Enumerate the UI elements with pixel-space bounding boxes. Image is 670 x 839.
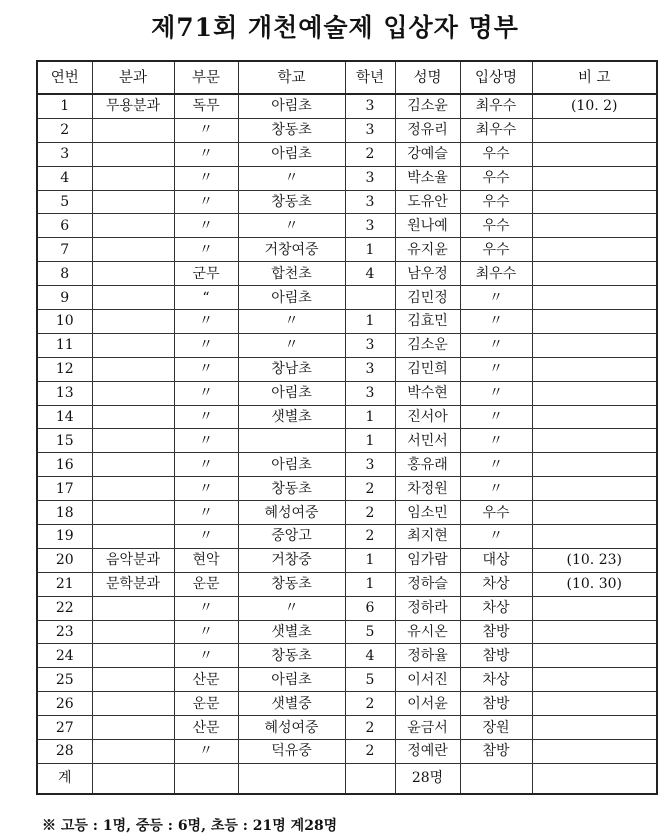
table-row <box>37 333 657 357</box>
cell-category: 〃 <box>174 429 238 453</box>
cell-school: 아림초 <box>238 668 345 692</box>
header-award: 입상명 <box>460 61 532 94</box>
cell-category: 〃 <box>174 405 238 429</box>
page-title: 제71회 개천예술제 입상자 명부 <box>151 13 519 42</box>
cell-division <box>92 453 174 477</box>
cell-award: 최우수 <box>460 94 532 118</box>
header-category: 부문 <box>174 61 238 94</box>
cell-grade: 3 <box>345 381 395 405</box>
cell-remarks <box>532 668 657 692</box>
cell-number: 23 <box>37 620 92 644</box>
cell-award: 우수 <box>460 142 532 166</box>
cell-category: 군무 <box>174 262 238 286</box>
cell-number: 14 <box>37 405 92 429</box>
cell-school <box>238 429 345 453</box>
table-header-row <box>37 61 657 94</box>
cell-grade: 2 <box>345 740 395 764</box>
cell-division <box>92 262 174 286</box>
cell-name: 홍유래 <box>395 453 460 477</box>
table-body <box>37 94 657 763</box>
cell-grade: 6 <box>345 596 395 620</box>
cell-remarks <box>532 381 657 405</box>
cell-category: 〃 <box>174 525 238 549</box>
cell-category: 현악 <box>174 548 238 572</box>
cell-school: 창동초 <box>238 572 345 596</box>
total-label: 계 <box>37 763 92 794</box>
cell-remarks <box>532 596 657 620</box>
cell-number: 9 <box>37 286 92 310</box>
cell-remarks <box>532 453 657 477</box>
table-row <box>37 142 657 166</box>
table-row <box>37 357 657 381</box>
cell-number: 20 <box>37 548 92 572</box>
cell-category: 〃 <box>174 118 238 142</box>
cell-name: 김소운 <box>395 333 460 357</box>
cell-division <box>92 381 174 405</box>
total-empty-cell <box>174 763 238 794</box>
cell-remarks <box>532 262 657 286</box>
cell-remarks: (10. 23) <box>532 548 657 572</box>
cell-award: 〃 <box>460 477 532 501</box>
cell-category: “ <box>174 286 238 310</box>
total-empty-cell <box>92 763 174 794</box>
table-row <box>37 620 657 644</box>
cell-name: 박수현 <box>395 381 460 405</box>
table-row <box>37 429 657 453</box>
cell-award: 〃 <box>460 453 532 477</box>
table-row <box>37 405 657 429</box>
cell-grade: 2 <box>345 477 395 501</box>
cell-school: 〃 <box>238 214 345 238</box>
cell-division <box>92 596 174 620</box>
table-row <box>37 477 657 501</box>
cell-name: 원나예 <box>395 214 460 238</box>
cell-remarks <box>532 190 657 214</box>
cell-category: 〃 <box>174 166 238 190</box>
cell-number: 17 <box>37 477 92 501</box>
cell-school: 창동초 <box>238 644 345 668</box>
cell-name: 김효민 <box>395 310 460 334</box>
cell-school: 아림초 <box>238 94 345 118</box>
cell-division <box>92 166 174 190</box>
cell-remarks <box>532 525 657 549</box>
cell-grade: 2 <box>345 692 395 716</box>
header-number: 연번 <box>37 61 92 94</box>
header-name: 성명 <box>395 61 460 94</box>
cell-number: 7 <box>37 238 92 262</box>
cell-award: 대상 <box>460 548 532 572</box>
cell-category: 〃 <box>174 620 238 644</box>
table-row <box>37 548 657 572</box>
cell-remarks <box>532 286 657 310</box>
cell-name: 김민희 <box>395 357 460 381</box>
cell-number: 3 <box>37 142 92 166</box>
cell-award: 〃 <box>460 429 532 453</box>
cell-grade: 4 <box>345 262 395 286</box>
table-row <box>37 596 657 620</box>
cell-award: 우수 <box>460 501 532 525</box>
cell-award: 차상 <box>460 596 532 620</box>
cell-category: 〃 <box>174 333 238 357</box>
cell-school: 아림초 <box>238 286 345 310</box>
cell-category: 운문 <box>174 692 238 716</box>
cell-number: 1 <box>37 94 92 118</box>
cell-category: 〃 <box>174 477 238 501</box>
cell-school: 아림초 <box>238 453 345 477</box>
cell-name: 정예란 <box>395 740 460 764</box>
cell-grade: 3 <box>345 357 395 381</box>
cell-category: 〃 <box>174 142 238 166</box>
cell-grade: 3 <box>345 214 395 238</box>
cell-number: 15 <box>37 429 92 453</box>
cell-division <box>92 190 174 214</box>
cell-award: 〃 <box>460 357 532 381</box>
cell-award: 장원 <box>460 716 532 740</box>
cell-name: 차정원 <box>395 477 460 501</box>
cell-name: 정하슬 <box>395 572 460 596</box>
cell-number: 16 <box>37 453 92 477</box>
cell-category: 〃 <box>174 453 238 477</box>
cell-remarks <box>532 333 657 357</box>
cell-number: 24 <box>37 644 92 668</box>
cell-name: 진서아 <box>395 405 460 429</box>
cell-school: 샛별초 <box>238 405 345 429</box>
cell-award: 우수 <box>460 190 532 214</box>
summary-footnote: ※ 고등 : 1명, 중등 : 6명, 초등 : 21명 계28명 <box>42 818 338 834</box>
cell-name: 김소윤 <box>395 94 460 118</box>
cell-award: 최우수 <box>460 262 532 286</box>
total-empty-cell <box>238 763 345 794</box>
cell-grade: 1 <box>345 429 395 453</box>
cell-award: 차상 <box>460 668 532 692</box>
cell-remarks <box>532 238 657 262</box>
table-row <box>37 310 657 334</box>
cell-grade: 1 <box>345 310 395 334</box>
cell-division <box>92 525 174 549</box>
cell-award: 우수 <box>460 214 532 238</box>
cell-division <box>92 716 174 740</box>
cell-number: 27 <box>37 716 92 740</box>
cell-school: 샛별중 <box>238 692 345 716</box>
cell-school: 창남초 <box>238 357 345 381</box>
cell-school: 창동초 <box>238 118 345 142</box>
cell-division <box>92 333 174 357</box>
cell-number: 13 <box>37 381 92 405</box>
cell-grade: 3 <box>345 453 395 477</box>
table-row <box>37 262 657 286</box>
cell-award: 〃 <box>460 381 532 405</box>
total-row <box>37 763 657 794</box>
cell-number: 12 <box>37 357 92 381</box>
cell-remarks <box>532 644 657 668</box>
cell-grade: 3 <box>345 190 395 214</box>
cell-category: 〃 <box>174 214 238 238</box>
cell-division <box>92 501 174 525</box>
cell-grade: 1 <box>345 238 395 262</box>
table-row <box>37 644 657 668</box>
cell-division <box>92 668 174 692</box>
cell-name: 이서진 <box>395 668 460 692</box>
cell-school: 〃 <box>238 596 345 620</box>
cell-school: 합천초 <box>238 262 345 286</box>
cell-grade: 2 <box>345 501 395 525</box>
cell-name: 유지윤 <box>395 238 460 262</box>
cell-division <box>92 405 174 429</box>
cell-name: 남우정 <box>395 262 460 286</box>
cell-number: 22 <box>37 596 92 620</box>
cell-division <box>92 238 174 262</box>
table-row <box>37 668 657 692</box>
cell-name: 정하율 <box>395 644 460 668</box>
table-row <box>37 453 657 477</box>
cell-division <box>92 310 174 334</box>
cell-number: 5 <box>37 190 92 214</box>
cell-name: 서민서 <box>395 429 460 453</box>
cell-number: 26 <box>37 692 92 716</box>
cell-division <box>92 357 174 381</box>
cell-school: 창동초 <box>238 190 345 214</box>
cell-category: 〃 <box>174 740 238 764</box>
cell-category: 〃 <box>174 190 238 214</box>
table-row <box>37 286 657 310</box>
cell-number: 11 <box>37 333 92 357</box>
cell-remarks <box>532 429 657 453</box>
award-roster-table <box>36 60 658 795</box>
table-row <box>37 740 657 764</box>
cell-school: 거창중 <box>238 548 345 572</box>
cell-school: 중앙고 <box>238 525 345 549</box>
cell-division <box>92 429 174 453</box>
cell-remarks <box>532 620 657 644</box>
cell-division <box>92 740 174 764</box>
cell-remarks <box>532 118 657 142</box>
table-row <box>37 692 657 716</box>
cell-category: 〃 <box>174 501 238 525</box>
table-row <box>37 214 657 238</box>
cell-category: 운문 <box>174 572 238 596</box>
header-division: 분과 <box>92 61 174 94</box>
cell-category: 〃 <box>174 596 238 620</box>
cell-name: 임가람 <box>395 548 460 572</box>
cell-division <box>92 214 174 238</box>
table-row <box>37 381 657 405</box>
cell-remarks <box>532 740 657 764</box>
cell-category: 산문 <box>174 668 238 692</box>
cell-remarks <box>532 310 657 334</box>
cell-category: 〃 <box>174 357 238 381</box>
cell-school: 혜성여중 <box>238 501 345 525</box>
cell-number: 19 <box>37 525 92 549</box>
cell-division: 문학분과 <box>92 572 174 596</box>
cell-grade: 5 <box>345 668 395 692</box>
cell-remarks <box>532 692 657 716</box>
header-grade: 학년 <box>345 61 395 94</box>
cell-grade: 5 <box>345 620 395 644</box>
cell-number: 8 <box>37 262 92 286</box>
cell-grade: 2 <box>345 525 395 549</box>
cell-name: 윤금서 <box>395 716 460 740</box>
cell-remarks <box>532 142 657 166</box>
cell-award: 차상 <box>460 572 532 596</box>
cell-category: 〃 <box>174 381 238 405</box>
cell-division <box>92 286 174 310</box>
cell-remarks <box>532 716 657 740</box>
cell-name: 정유리 <box>395 118 460 142</box>
cell-school: 창동초 <box>238 477 345 501</box>
cell-number: 18 <box>37 501 92 525</box>
table-row <box>37 190 657 214</box>
table-row <box>37 166 657 190</box>
cell-name: 정하라 <box>395 596 460 620</box>
cell-remarks <box>532 214 657 238</box>
cell-division <box>92 620 174 644</box>
cell-number: 2 <box>37 118 92 142</box>
cell-remarks <box>532 357 657 381</box>
cell-school: 아림초 <box>238 381 345 405</box>
cell-school: 〃 <box>238 166 345 190</box>
cell-grade: 3 <box>345 118 395 142</box>
cell-division <box>92 118 174 142</box>
cell-school: 〃 <box>238 310 345 334</box>
cell-number: 28 <box>37 740 92 764</box>
cell-remarks: (10. 30) <box>532 572 657 596</box>
cell-name: 이서윤 <box>395 692 460 716</box>
cell-name: 도유안 <box>395 190 460 214</box>
cell-grade: 3 <box>345 333 395 357</box>
cell-number: 10 <box>37 310 92 334</box>
cell-award: 〃 <box>460 405 532 429</box>
table-row <box>37 94 657 118</box>
cell-division: 음악분과 <box>92 548 174 572</box>
cell-category: 〃 <box>174 238 238 262</box>
cell-number: 25 <box>37 668 92 692</box>
cell-school: 아림초 <box>238 142 345 166</box>
cell-name: 임소민 <box>395 501 460 525</box>
cell-award: 최우수 <box>460 118 532 142</box>
total-empty-cell <box>460 763 532 794</box>
cell-award: 〃 <box>460 286 532 310</box>
cell-name: 최지현 <box>395 525 460 549</box>
cell-remarks <box>532 501 657 525</box>
cell-grade: 1 <box>345 405 395 429</box>
table-row <box>37 118 657 142</box>
cell-division <box>92 692 174 716</box>
cell-award: 〃 <box>460 310 532 334</box>
table-row <box>37 716 657 740</box>
cell-remarks <box>532 166 657 190</box>
cell-grade: 4 <box>345 644 395 668</box>
cell-number: 21 <box>37 572 92 596</box>
cell-name: 김민정 <box>395 286 460 310</box>
cell-award: 〃 <box>460 333 532 357</box>
table-row <box>37 572 657 596</box>
cell-award: 참방 <box>460 620 532 644</box>
cell-grade: 2 <box>345 142 395 166</box>
cell-division <box>92 142 174 166</box>
cell-division <box>92 644 174 668</box>
cell-grade: 2 <box>345 716 395 740</box>
total-count: 28명 <box>395 763 460 794</box>
cell-name: 강예슬 <box>395 142 460 166</box>
table-row <box>37 501 657 525</box>
cell-school: 혜성여중 <box>238 716 345 740</box>
cell-name: 박소율 <box>395 166 460 190</box>
total-empty-cell <box>532 763 657 794</box>
cell-number: 6 <box>37 214 92 238</box>
header-remarks: 비 고 <box>532 61 657 94</box>
cell-category: 〃 <box>174 310 238 334</box>
cell-grade <box>345 286 395 310</box>
cell-division: 무용분과 <box>92 94 174 118</box>
cell-category: 〃 <box>174 644 238 668</box>
cell-category: 독무 <box>174 94 238 118</box>
cell-award: 〃 <box>460 525 532 549</box>
cell-grade: 3 <box>345 94 395 118</box>
cell-award: 우수 <box>460 166 532 190</box>
cell-award: 참방 <box>460 692 532 716</box>
cell-school: 〃 <box>238 333 345 357</box>
cell-award: 우수 <box>460 238 532 262</box>
cell-category: 산문 <box>174 716 238 740</box>
cell-school: 거창여중 <box>238 238 345 262</box>
total-empty-cell <box>345 763 395 794</box>
cell-grade: 3 <box>345 166 395 190</box>
header-school: 학교 <box>238 61 345 94</box>
cell-remarks <box>532 477 657 501</box>
cell-school: 덕유중 <box>238 740 345 764</box>
cell-name: 유시온 <box>395 620 460 644</box>
cell-award: 참방 <box>460 740 532 764</box>
cell-remarks <box>532 405 657 429</box>
cell-grade: 1 <box>345 572 395 596</box>
cell-award: 참방 <box>460 644 532 668</box>
table-row <box>37 525 657 549</box>
cell-school: 샛별초 <box>238 620 345 644</box>
cell-number: 4 <box>37 166 92 190</box>
cell-division <box>92 477 174 501</box>
cell-grade: 1 <box>345 548 395 572</box>
table-row <box>37 238 657 262</box>
cell-remarks: (10. 2) <box>532 94 657 118</box>
